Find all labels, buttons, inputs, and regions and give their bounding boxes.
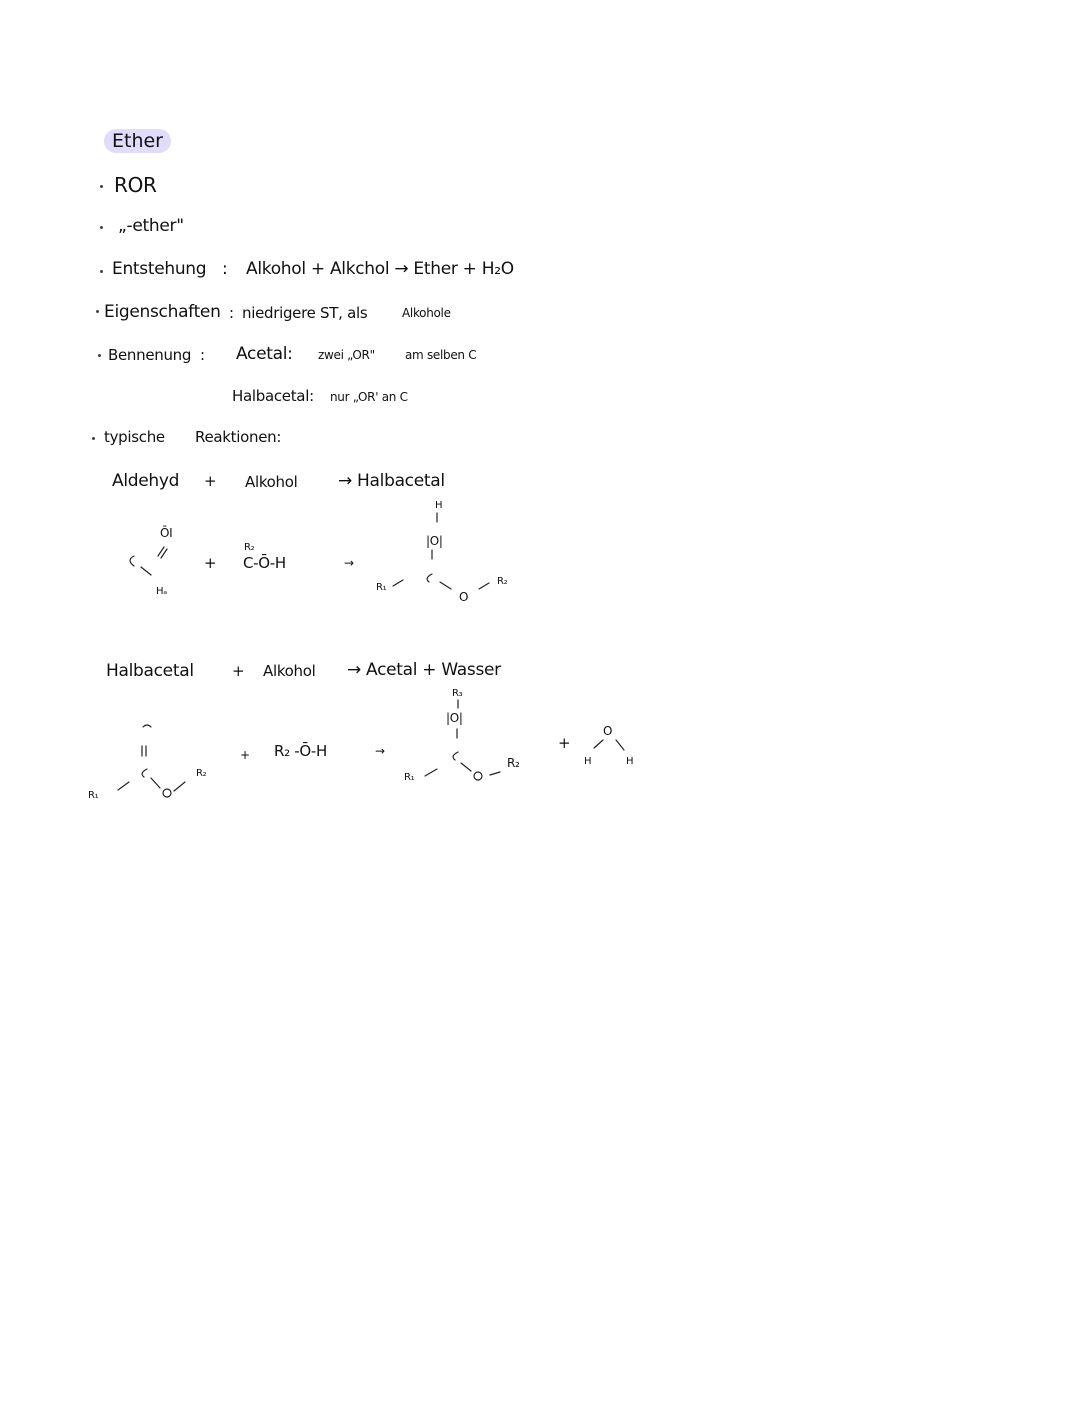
aldehyde-h-bond bbox=[141, 567, 151, 575]
acetal-label: Acetal: bbox=[236, 344, 293, 364]
r1-alcohol-r2: R₂ bbox=[244, 542, 255, 553]
r2-product-r3: R₃ bbox=[452, 688, 463, 699]
r2-product-o: |O| bbox=[446, 711, 463, 725]
r1-plus: + bbox=[204, 472, 217, 490]
water-bond-left bbox=[594, 740, 603, 748]
acetal-carbon bbox=[453, 752, 458, 760]
product-carbon bbox=[427, 574, 432, 582]
r2-reactant2: Alkohol bbox=[263, 662, 316, 680]
product-o-bond-right bbox=[479, 583, 489, 589]
r1-product-r1: R₁ bbox=[376, 582, 387, 593]
r1-aldehyde-oxygen: ŌI bbox=[160, 526, 173, 540]
colon: : bbox=[222, 259, 228, 279]
r2-plus-structure: + bbox=[240, 748, 250, 762]
acetal-r1-bond bbox=[425, 769, 437, 776]
r1-product-o: |O| bbox=[426, 534, 443, 548]
acetal-o-bond-right bbox=[490, 772, 500, 775]
acetal-oxygen bbox=[474, 772, 482, 780]
water-bond-right bbox=[616, 740, 624, 750]
reaktionen-label2: Reaktionen: bbox=[195, 428, 282, 446]
acetal-text2: am selben C bbox=[405, 348, 477, 362]
r2-plus2: + bbox=[558, 734, 571, 752]
page-title: Ether bbox=[104, 129, 171, 153]
aldehyde-carbon-bond bbox=[130, 556, 134, 566]
r2-product-r1: R₁ bbox=[404, 772, 415, 783]
halbacetal-label: Halbacetal: bbox=[232, 387, 314, 405]
colon: : bbox=[200, 346, 205, 364]
water-h2: H bbox=[626, 756, 634, 767]
r2-halbacetal-r1: R₁ bbox=[88, 790, 99, 801]
product-o-bond-left bbox=[440, 582, 451, 589]
r1-product-oxygen: O bbox=[459, 590, 469, 604]
eigenschaften-small: Alkohole bbox=[402, 306, 451, 320]
r1-arrow: → bbox=[344, 556, 354, 570]
eigenschaften-text: niedrigere ST, als bbox=[242, 304, 368, 322]
r1-alcohol-formula: C-Ō-H bbox=[243, 554, 286, 572]
benennung-label: Bennenung bbox=[108, 346, 192, 364]
r2-arrow: → bbox=[375, 744, 385, 758]
product-r1-bond bbox=[393, 580, 403, 586]
r1-reactant2: Alkohol bbox=[245, 473, 298, 491]
r2-halbacetal-r2: R₂ bbox=[196, 768, 207, 779]
ror-formula: ROR bbox=[114, 173, 157, 197]
halbacetal-carbon bbox=[142, 769, 147, 777]
ether-suffix: „-ether" bbox=[118, 216, 184, 236]
r1-product-r2: R₂ bbox=[497, 576, 508, 587]
acetal-o-bond-left bbox=[461, 763, 471, 771]
colon: : bbox=[229, 304, 234, 322]
halbacetal-o-bond-left bbox=[151, 778, 160, 788]
r2-product: → Acetal + Wasser bbox=[347, 660, 501, 680]
halbacetal-o-bond-right bbox=[174, 782, 185, 791]
entstehung-text: Alkohol + Alkchol → Ether + H₂O bbox=[246, 259, 514, 279]
halbacetal-oxygen bbox=[163, 789, 171, 797]
r2-alcohol-formula: R₂ -Ō-H bbox=[274, 742, 328, 760]
r1-product-h: H bbox=[435, 500, 443, 511]
acetal-text: zwei „OR" bbox=[318, 348, 375, 362]
reaktionen-label: typische bbox=[104, 428, 165, 446]
r1-product: → Halbacetal bbox=[338, 471, 445, 491]
halbacetal-text: nur „OR' an C bbox=[330, 390, 408, 404]
r1-reactant1: Aldehyd bbox=[112, 471, 180, 491]
halbacetal-lone-pair bbox=[143, 725, 151, 727]
r2-plus: + bbox=[232, 662, 245, 680]
halbacetal-r1-bond bbox=[118, 782, 129, 790]
r2-reactant1: Halbacetal bbox=[106, 661, 194, 681]
water-oxygen: O bbox=[603, 724, 613, 738]
r1-plus-structure: + bbox=[204, 554, 217, 572]
r2-product-r2: R₂ bbox=[507, 756, 520, 770]
entstehung-label: Entstehung bbox=[112, 259, 207, 279]
r1-aldehyde-h: Hₐ bbox=[156, 586, 167, 597]
eigenschaften-label: Eigenschaften bbox=[104, 302, 221, 322]
water-h1: H bbox=[584, 756, 592, 767]
